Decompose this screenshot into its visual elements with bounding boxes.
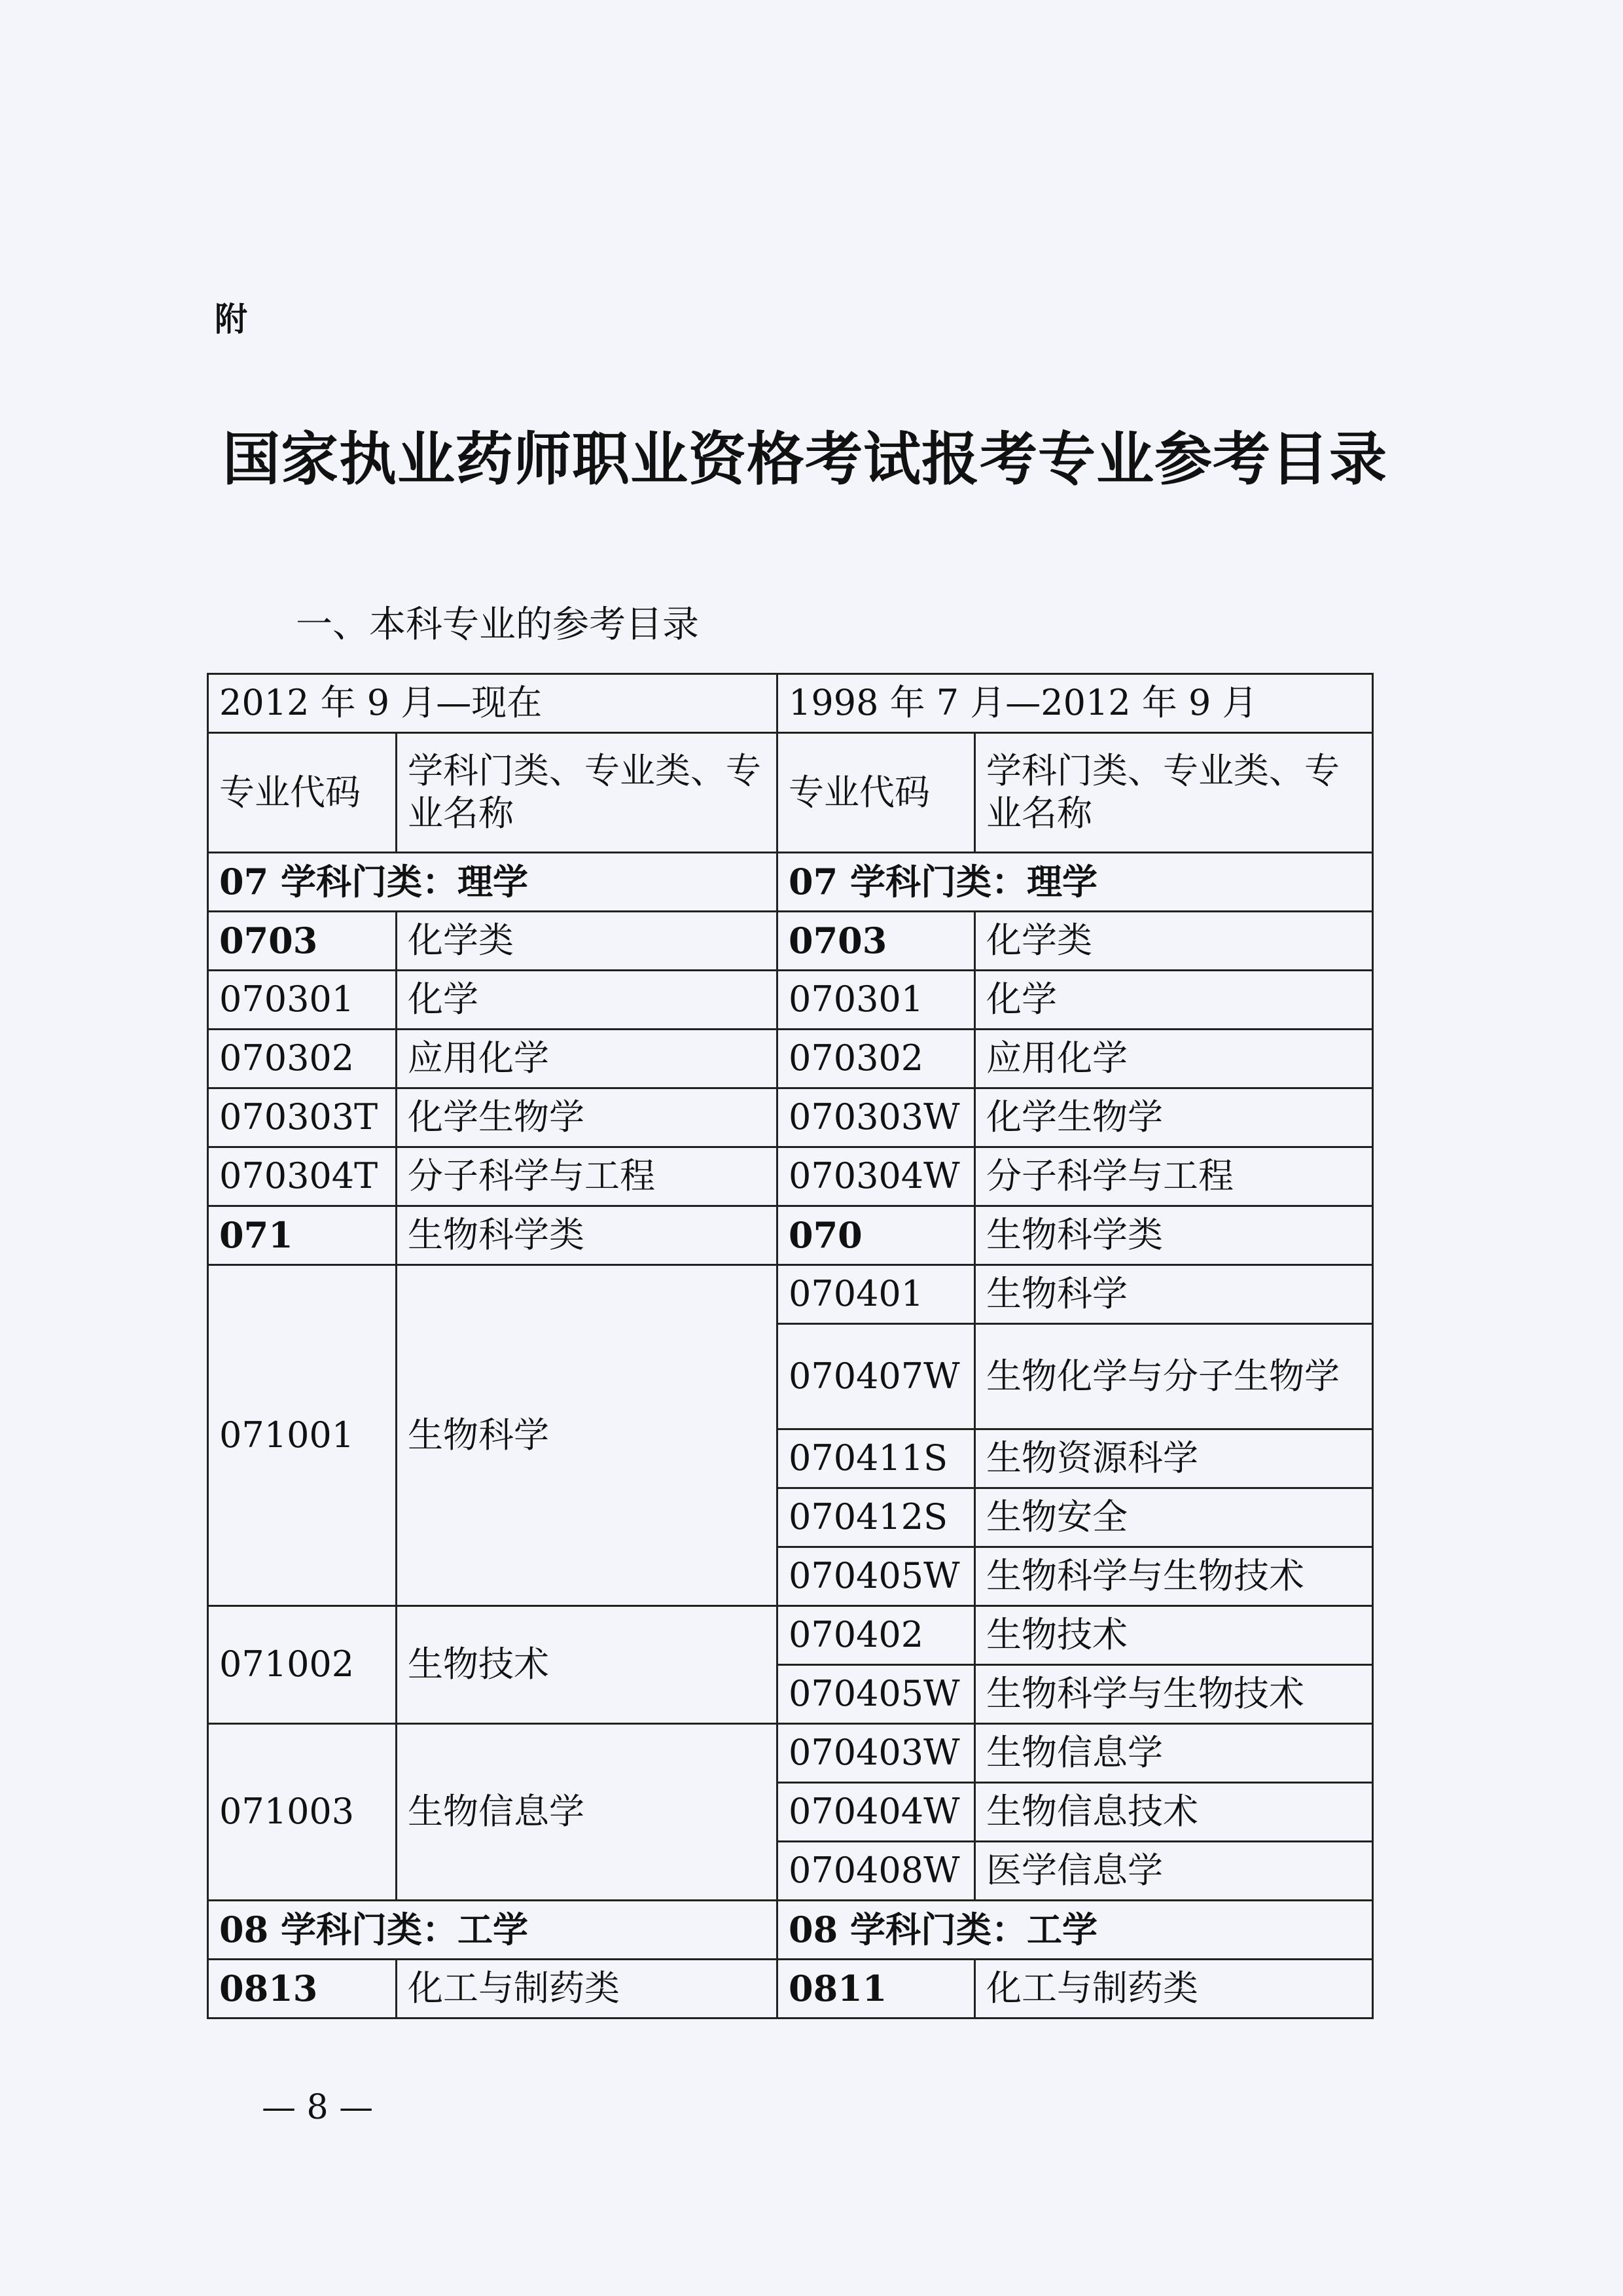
name-cell: 生物技术 — [975, 1606, 1373, 1665]
name-cell: 生物资源科学 — [975, 1429, 1373, 1488]
table-row — [208, 1147, 1373, 1206]
table-row — [208, 1206, 1373, 1265]
column-header-name: 学科门类、专业类、专业名称 — [975, 733, 1373, 853]
name-cell: 生物安全 — [975, 1488, 1373, 1547]
code-cell: 0811 — [777, 1960, 975, 2018]
table-row — [208, 1901, 1373, 1960]
name-cell: 化学 — [397, 971, 777, 1030]
code-cell: 070401 — [777, 1265, 975, 1324]
name-cell: 生物科学类 — [397, 1206, 777, 1265]
code-cell: 070403W — [777, 1724, 975, 1783]
table-row — [208, 1088, 1373, 1147]
code-cell: 070408W — [777, 1842, 975, 1901]
discipline-cell: 08 学科门类：工学 — [777, 1901, 1373, 1960]
table-row — [208, 912, 1373, 971]
code-cell: 070 — [777, 1206, 975, 1265]
code-cell: 070304W — [777, 1147, 975, 1206]
name-cell: 医学信息学 — [975, 1842, 1373, 1901]
column-header-code: 专业代码 — [208, 733, 397, 853]
code-cell: 070302 — [208, 1030, 397, 1088]
name-cell: 分子科学与工程 — [397, 1147, 777, 1206]
name-cell: 应用化学 — [397, 1030, 777, 1088]
attachment-label: 附 — [215, 300, 247, 338]
code-cell: 070407W — [777, 1324, 975, 1429]
code-cell: 0813 — [208, 1960, 397, 2018]
code-cell: 070411S — [777, 1429, 975, 1488]
name-cell: 化工与制药类 — [975, 1960, 1373, 2018]
name-cell: 生物信息学 — [975, 1724, 1373, 1783]
name-cell: 化学类 — [397, 912, 777, 971]
code-cell: 0703 — [208, 912, 397, 971]
column-header-name: 学科门类、专业类、专业名称 — [397, 733, 777, 853]
table-row — [208, 971, 1373, 1030]
code-cell: 070402 — [777, 1606, 975, 1665]
name-cell: 化工与制药类 — [397, 1960, 777, 2018]
major-catalog-table — [207, 673, 1374, 2019]
name-cell: 化学生物学 — [975, 1088, 1373, 1147]
table-row — [208, 853, 1373, 912]
table-row — [208, 1724, 1373, 1783]
code-cell: 071002 — [208, 1606, 397, 1724]
name-cell: 生物信息学 — [397, 1724, 777, 1901]
name-cell: 应用化学 — [975, 1030, 1373, 1088]
code-cell: 070302 — [777, 1030, 975, 1088]
code-cell: 070404W — [777, 1783, 975, 1842]
period-new-header: 2012 年 9 月—现在 — [208, 674, 777, 733]
name-cell: 生物科学与生物技术 — [975, 1547, 1373, 1606]
name-cell: 分子科学与工程 — [975, 1147, 1373, 1206]
table-row — [208, 733, 1373, 853]
name-cell: 化学类 — [975, 912, 1373, 971]
code-cell: 071001 — [208, 1265, 397, 1606]
name-cell: 生物化学与分子生物学 — [975, 1324, 1373, 1429]
document-title: 国家执业药师职业资格考试报考专业参考目录 — [223, 425, 1388, 493]
table-row — [208, 1265, 1373, 1324]
code-cell: 070303W — [777, 1088, 975, 1147]
name-cell: 化学生物学 — [397, 1088, 777, 1147]
table-row — [208, 1606, 1373, 1665]
code-cell: 071 — [208, 1206, 397, 1265]
page-number: — 8 — — [262, 2088, 374, 2127]
table-row — [208, 674, 1373, 733]
code-cell: 070405W — [777, 1665, 975, 1724]
discipline-cell: 07 学科门类：理学 — [777, 853, 1373, 912]
section-heading: 一、本科专业的参考目录 — [296, 603, 699, 646]
code-cell: 070301 — [208, 971, 397, 1030]
code-cell: 070304T — [208, 1147, 397, 1206]
code-cell: 070303T — [208, 1088, 397, 1147]
column-header-code: 专业代码 — [777, 733, 975, 853]
table-row — [208, 1030, 1373, 1088]
discipline-cell: 08 学科门类：工学 — [208, 1901, 777, 1960]
name-cell: 生物信息技术 — [975, 1783, 1373, 1842]
name-cell: 生物科学 — [975, 1265, 1373, 1324]
name-cell: 生物技术 — [397, 1606, 777, 1724]
code-cell: 071003 — [208, 1724, 397, 1901]
name-cell: 生物科学 — [397, 1265, 777, 1606]
name-cell: 化学 — [975, 971, 1373, 1030]
code-cell: 070301 — [777, 971, 975, 1030]
code-cell: 0703 — [777, 912, 975, 971]
code-cell: 070412S — [777, 1488, 975, 1547]
discipline-cell: 07 学科门类：理学 — [208, 853, 777, 912]
period-old-header: 1998 年 7 月—2012 年 9 月 — [777, 674, 1373, 733]
code-cell: 070405W — [777, 1547, 975, 1606]
table-row — [208, 1960, 1373, 2018]
name-cell: 生物科学与生物技术 — [975, 1665, 1373, 1724]
name-cell: 生物科学类 — [975, 1206, 1373, 1265]
